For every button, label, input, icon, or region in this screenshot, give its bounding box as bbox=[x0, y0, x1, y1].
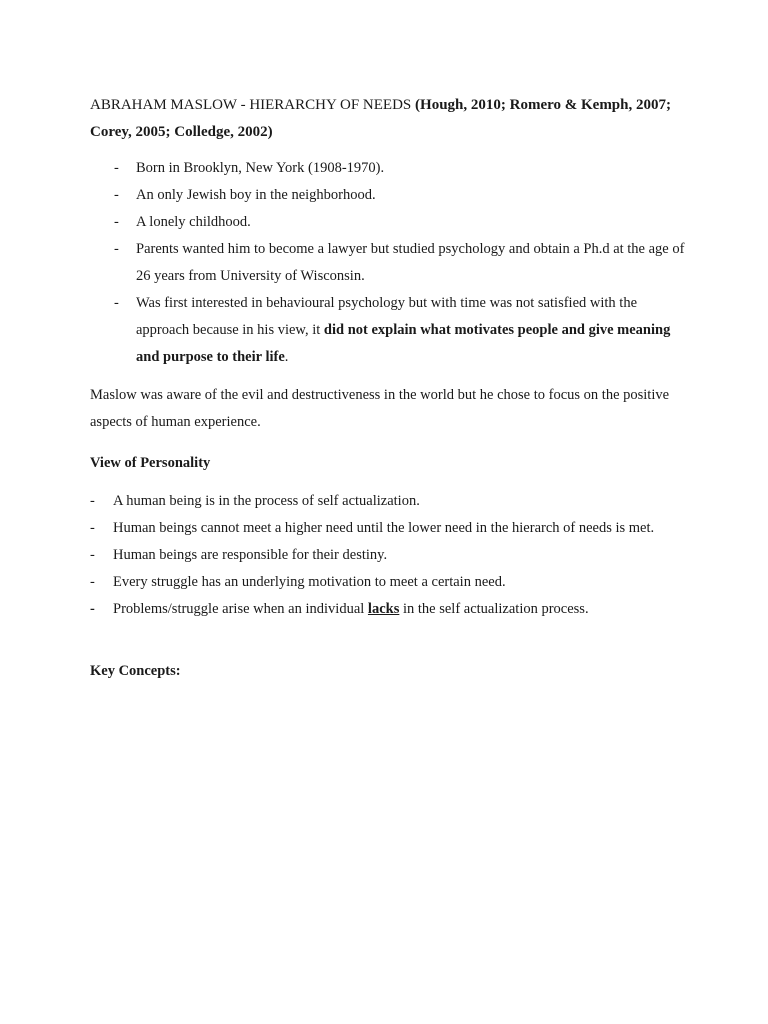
list-dash: - bbox=[90, 574, 95, 590]
list-dash: - bbox=[90, 493, 95, 509]
list-item-end: . bbox=[284, 349, 289, 365]
list-item-text: A human being is in the process of self actualization. bbox=[113, 493, 420, 509]
underlined-emphasis: lacks bbox=[367, 601, 400, 617]
list-item-text: Every struggle has an underlying motivation to meet a certain need. bbox=[113, 574, 506, 590]
list-item-text: Born in Brooklyn, New York (1908-1970). bbox=[136, 160, 385, 176]
list-item bbox=[90, 596, 690, 623]
heading-citations: (Hough, 2010; Romero & Kemph, 2007; Corey, 2005; Colledge, 2002) bbox=[90, 97, 671, 140]
list-item bbox=[90, 542, 690, 569]
section-heading-personality: View of Personality bbox=[90, 455, 211, 471]
document-heading bbox=[90, 92, 690, 146]
list-dash: - bbox=[114, 241, 119, 257]
list-dash: - bbox=[114, 187, 119, 203]
heading-title: ABRAHAM MASLOW - HIERARCHY OF NEEDS bbox=[90, 97, 412, 113]
list-item bbox=[90, 515, 690, 542]
list-item bbox=[90, 182, 690, 209]
list-item-text: Human beings cannot meet a higher need until the lower need in the hierarch of needs is met. bbox=[113, 520, 655, 536]
list-dash: - bbox=[90, 547, 95, 563]
list-item bbox=[90, 236, 690, 290]
list-item-text: Parents wanted him to become a lawyer but studied psychology and obtain a Ph.d at the age of 26 years from University of Wisconsin. bbox=[136, 241, 685, 284]
list-item-end: in the self actualization process. bbox=[399, 601, 589, 617]
biography-list bbox=[90, 155, 690, 371]
list-item-text: An only Jewish boy in the neighborhood. bbox=[136, 187, 376, 203]
list-item bbox=[90, 155, 690, 182]
list-item bbox=[90, 569, 690, 596]
body-paragraph: Maslow was aware of the evil and destructiveness in the world but he chose to focus on the positive aspects of human experience. bbox=[90, 387, 670, 430]
list-item bbox=[90, 209, 690, 236]
list-dash: - bbox=[114, 295, 119, 311]
list-item-text: Human beings are responsible for their destiny. bbox=[113, 547, 388, 563]
list-item bbox=[90, 488, 690, 515]
list-item bbox=[90, 290, 690, 371]
section-heading-key-concepts: Key Concepts: bbox=[90, 663, 181, 679]
list-dash: - bbox=[90, 520, 95, 536]
list-item-text: Was first interested in behavioural psychology but with time was not satisfied with the approach because in his view, it bbox=[136, 295, 638, 338]
list-dash: - bbox=[114, 160, 119, 176]
list-dash: - bbox=[114, 214, 119, 230]
list-item-text: A lonely childhood. bbox=[136, 214, 251, 230]
emphasis-text: did not explain what motivates people and give meaning and purpose to their life bbox=[136, 322, 671, 365]
personality-list bbox=[90, 488, 690, 623]
list-dash: - bbox=[90, 601, 95, 617]
list-item-text: Problems/struggle arise when an individual bbox=[113, 601, 368, 617]
